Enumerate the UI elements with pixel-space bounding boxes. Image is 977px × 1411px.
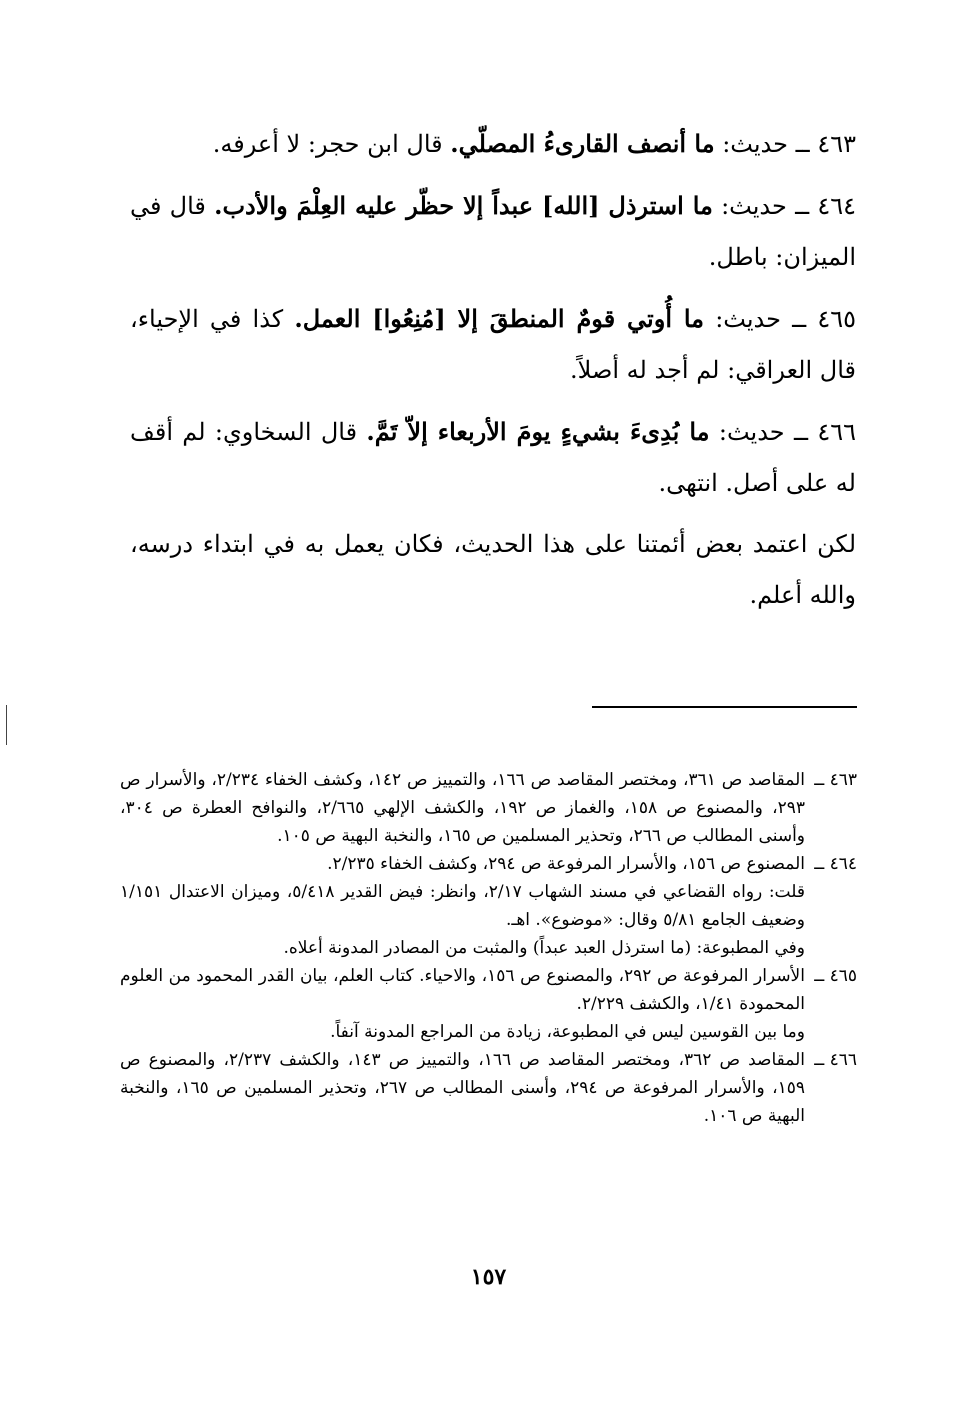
closing-paragraph: لكن اعتمد بعض أئمتنا على هذا الحديث، فكان يعمل به في ابتداء درسه، والله أعلم. <box>130 530 856 609</box>
entry-number: ٤٦٥ ــ <box>792 305 856 333</box>
entry-lead: حديث: <box>722 130 788 158</box>
footnote-number: ٤٦٥ ــ <box>814 966 857 986</box>
hadith-text: ما بُدِىءَ بشيءٍ يومَ الأربعاء إلاّ تَمَّ. <box>366 417 710 446</box>
footnote-text: الأسرار المرفوعة ص ٢٩٢، والمصنوع ص ١٥٦، والاحياء. كتاب العلم، بيان القدر المحمود من العلوم المحمودة ١/٤١، والكشف ٢/٢٢٩. <box>120 966 805 1014</box>
entry-lead: حديث: <box>718 418 785 446</box>
footnote-number: ٤٦٦ ــ <box>814 1050 857 1070</box>
footnotes <box>120 766 857 1130</box>
footnote-text: المصنوع ص ١٥٦، والأسرار المرفوعة ص ٢٩٤، وكشف الخفاء ٢/٢٣٥. <box>327 854 805 874</box>
footnote-464-note-2: وفي المطبوعة: (ما استرذل العبد عبداً) والمثبت من المصادر المدونة أعلاه. <box>283 938 805 958</box>
footnote-text: المقاصد ص ٣٦١، ومختصر المقاصد ص ١٦٦، والتمييز ص ١٤٢، وكشف الخفاء ٢/٢٣٤، والأسرار ص ٢٩٣، والمصنوع ص ١٥٨، والغماز ص ١٩٢، والكشف الإلهي ٢/٦٦٥، والنوافح العطرة ص ٣٠٤، وأسنى المطالب ص ٢٦٦، وتحذير المسلمين ص ١٦٥، والنخبة البهية ص ١٠٥. <box>120 770 805 846</box>
page-number: ١٥٧ <box>470 1264 507 1290</box>
entry-number: ٤٦٣ ــ <box>795 130 856 158</box>
footnote-text: المقاصد ص ٣٦٢، ومختصر المقاصد ص ١٦٦، والتمييز ص ١٤٣، والكشف ٢/٢٣٧، والمصنوع ص ١٥٩، والأسرار المرفوعة ص ٢٩٤، وأسنى المطالب ص ٢٦٧، وتحذير المسلمين ص ١٦٥، والنخبة البهية ص ١٠٦. <box>120 1050 805 1126</box>
entry-number: ٤٦٦ ــ <box>793 418 856 446</box>
footnote-number: ٤٦٤ ــ <box>814 854 857 874</box>
entry-lead: حديث: <box>715 305 781 333</box>
hadith-entry-463 <box>130 118 856 170</box>
hadith-entry-464 <box>130 180 856 283</box>
footnote-463 <box>120 766 857 850</box>
hadith-entry-465 <box>130 293 856 396</box>
margin-mark <box>6 705 7 745</box>
footnote-464-note-1: قلت: رواه القضاعي في مسند الشهاب ٢/١٧، وانظر: فيض القدير ٥/٤١٨، وميزان الاعتدال ١/١٥١ وضعيف الجامع ٥/٨١ وقال: «موضوع». اهـ. <box>120 882 806 930</box>
hadith-text: ما أنصف القارىءُ المصلّي. <box>450 129 715 158</box>
entry-commentary: قال ابن حجر: لا أعرفه. <box>212 130 443 158</box>
footnote-464 <box>120 850 857 878</box>
hadith-text: ما أُوتي قومٌ المنطقَ إلا [مُنِعُوا] العمل. <box>294 304 705 333</box>
hadith-text: ما استرذل [الله] عبداً إلا حظّر عليه العِلْمَ والأدب. <box>214 191 713 220</box>
entry-lead: حديث: <box>721 192 787 220</box>
hadith-entry-466 <box>130 406 856 509</box>
footnote-divider <box>592 706 857 708</box>
footnote-466 <box>120 1046 857 1130</box>
entry-commentary: كذا في الإحياء، قال العراقي: لم أجد له أصلاً. <box>130 305 856 384</box>
entry-number: ٤٦٤ ــ <box>795 192 856 220</box>
footnote-465-note-1: وما بين القوسين ليس في المطبوعة، زيادة من المراجع المدونة آنفاً. <box>330 1022 805 1042</box>
entry-commentary: قال السخاوي: لم أقف له على أصل. انتهى. <box>130 418 856 497</box>
entry-commentary: قال في الميزان: باطل. <box>130 192 856 271</box>
footnote-465 <box>120 962 857 1018</box>
main-text <box>130 118 856 621</box>
footnote-number: ٤٦٣ ــ <box>814 770 857 790</box>
